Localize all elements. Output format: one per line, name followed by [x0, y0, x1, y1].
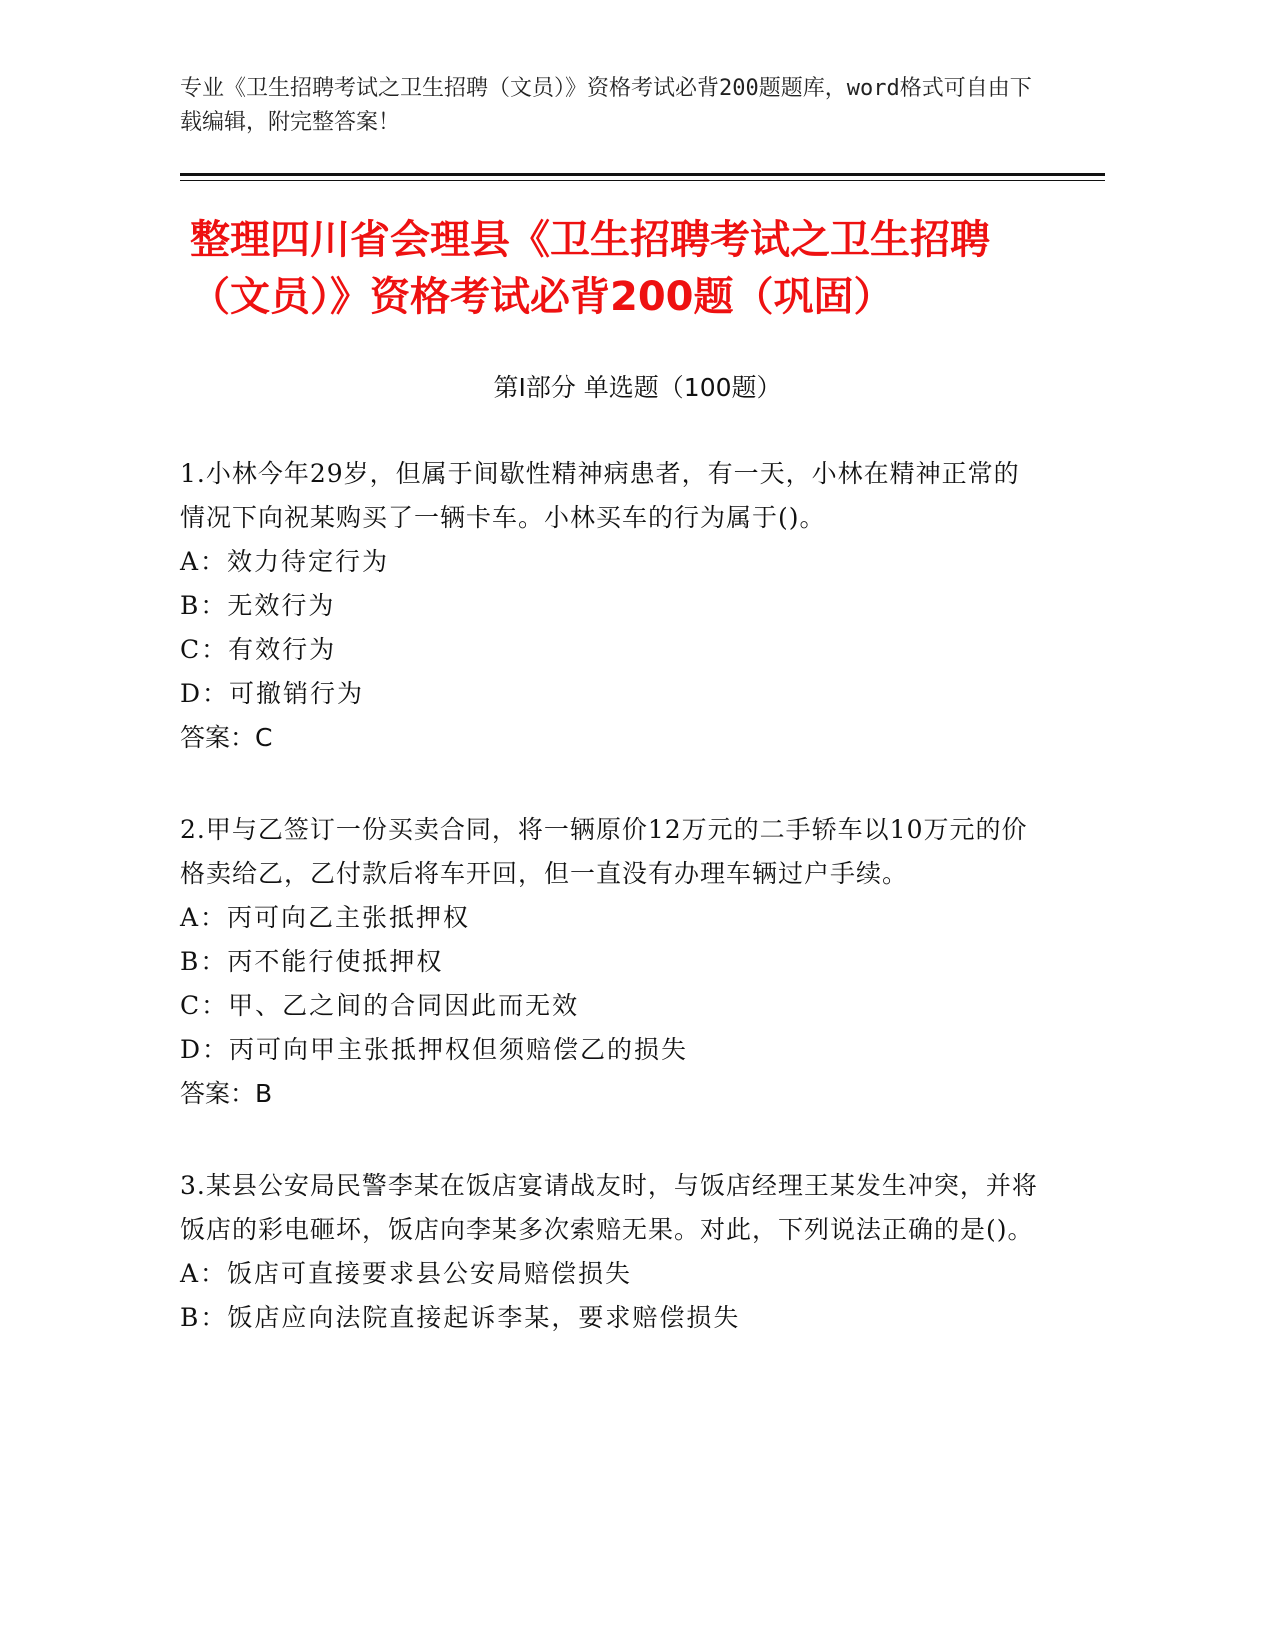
- question-list: [180, 452, 1040, 1388]
- option-a: A：效力待定行为: [180, 547, 390, 576]
- question-stem: 2.甲与乙签订一份买卖合同，将一辆原价12万元的二手轿车以10万元的价格卖给乙，乙付款后将车开回，但一直没有办理车辆过户手续。: [180, 815, 1028, 888]
- answer: 答案：C: [180, 723, 273, 752]
- option-d: D：丙可向甲主张抵押权但须赔偿乙的损失: [180, 1035, 689, 1064]
- question-3: [180, 1164, 1040, 1340]
- header-divider-thick: [180, 173, 1105, 176]
- option-b: B：饭店应向法院直接起诉李某，要求赔偿损失: [180, 1303, 741, 1332]
- answer: 答案：B: [180, 1079, 273, 1108]
- question-1: [180, 452, 1040, 760]
- section-heading: 第Ⅰ部分 单选题（100题）: [493, 373, 782, 402]
- option-a: A：丙可向乙主张抵押权: [180, 903, 471, 932]
- option-c: C：有效行为: [180, 635, 337, 664]
- option-b: B：丙不能行使抵押权: [180, 947, 444, 976]
- question-stem: 3.某县公安局民警李某在饭店宴请战友时，与饭店经理王某发生冲突，并将饭店的彩电砸坏，饭店向李某多次索赔无果。对此，下列说法正确的是()。: [180, 1171, 1038, 1244]
- option-d: D：可撤销行为: [180, 679, 365, 708]
- question-2: [180, 808, 1040, 1116]
- header-note: 专业《卫生招聘考试之卫生招聘（文员）》资格考试必背200题题库，word格式可自由下载编辑，附完整答案！: [180, 76, 1032, 135]
- option-a: A：饭店可直接要求县公安局赔偿损失: [180, 1259, 633, 1288]
- document-title: 整理四川省会理县《卫生招聘考试之卫生招聘（文员）》资格考试必背200题（巩固）: [190, 217, 990, 320]
- question-stem: 1.小林今年29岁，但属于间歇性精神病患者，有一天，小林在精神正常的情况下向祝某购买了一辆卡车。小林买车的行为属于()。: [180, 459, 1020, 532]
- header-divider-thin: [180, 180, 1105, 181]
- option-c: C：甲、乙之间的合同因此而无效: [180, 991, 580, 1020]
- option-b: B：无效行为: [180, 591, 336, 620]
